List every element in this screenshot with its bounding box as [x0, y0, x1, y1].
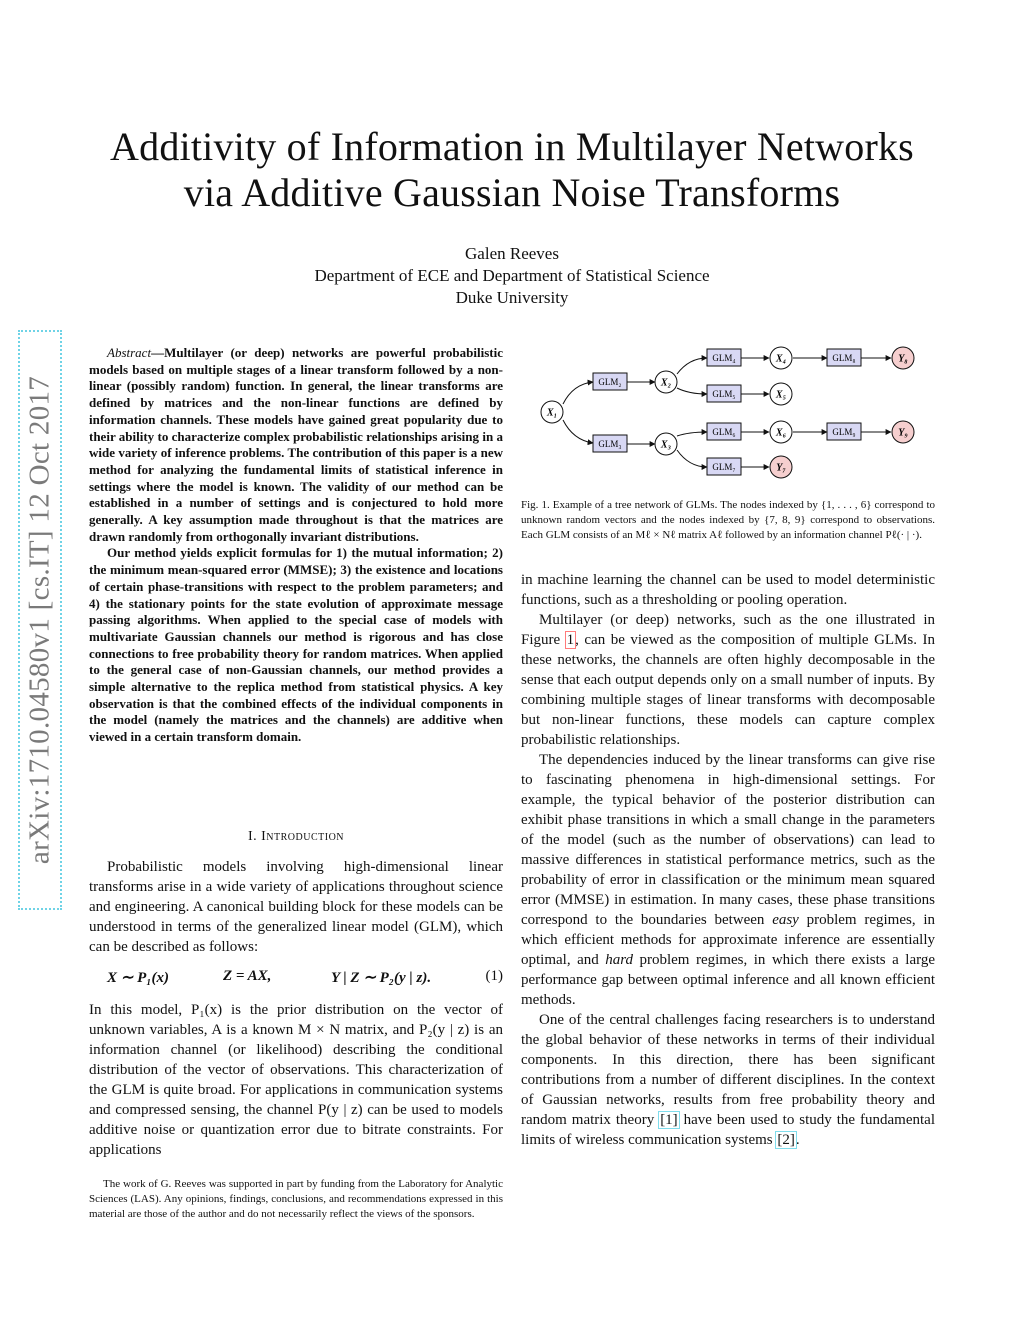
node-glm2	[593, 373, 627, 390]
arxiv-stamp[interactable]	[18, 330, 62, 910]
intro-paragraph-1	[89, 857, 503, 957]
right-p2-b: problem regimes, in which efficient methods for approximate inference are essentially optimal, and	[521, 912, 935, 968]
right-p2-hard: hard	[605, 952, 633, 968]
figure-1-caption	[521, 498, 935, 543]
abstract-paragraph-2: Our method yields explicit formulas for 1) the mutual information; 2) the minimum mean-squared error (MMSE); 3) the existence and locations of certain phase-transitions with respect to the problem parameters; and 4) the stationary points for the state evolution of approximate message passing algorithms. When applied to the special case of models with multivariate Gaussian channels our method is rigorous and has close connections to free probability theory for random matrices. When applied to the general case of non-Gaussian channels, our method provides a simple alternative to the replica method from statistical physics. A key observation is that the combined effects of the individual components in the model (namely the matrices and the channels) are additive when viewed in a certain transform domain.	[89, 545, 503, 745]
node-glm5-label: GLM₅	[712, 389, 736, 399]
node-x6-label: X₆	[775, 427, 787, 439]
node-y9	[892, 421, 914, 443]
node-glm8	[827, 349, 861, 366]
diagram-nodes	[541, 347, 914, 478]
edge-x3-glm6	[677, 432, 707, 436]
figure-1	[521, 340, 935, 490]
right-paragraph-3	[521, 1010, 935, 1150]
node-glm7	[707, 458, 741, 475]
title-line-1: Additivity of Information in Multilayer Networks	[110, 124, 914, 169]
node-x3-label: X₃	[660, 439, 672, 451]
affiliation-line-2: Duke University	[455, 288, 569, 307]
footnote	[89, 1177, 503, 1222]
node-glm4-label: GLM₄	[712, 353, 736, 363]
arxiv-id: arXiv:1710.04580v1 [cs.IT] 12 Oct 2017	[23, 375, 56, 865]
node-y9-label: Y₉	[898, 427, 908, 439]
intro-p1-text: Probabilistic models involving high-dimensional linear transforms arise in a wide variety of applications throughout science and engineering. A canonical building block for these models can be understood in terms of the generalized linear model (GLM), which can be described as follows:	[89, 859, 503, 955]
abstract-dash: —	[151, 345, 165, 360]
abstract-p1: Multilayer (or deep) networks are powerful probabilistic models based on multiple stages of a linear transform followed by a non-linear (possibly random) function. In general, the linear transforms are defined by matrices and the non-linear functions are defined by information channels. These models have gained great popularity due to their ability to characterize complex probabilistic relationships arising in a wide variety of inference problems. The contribution of this paper is a new method for analyzing the fundamental limits of statistical inference in settings where the model is known. The validity of our method can be established in a number of settings and is conjectured to hold more generally. A key assumption made throughout is that the matrices are drawn randomly from orthogonally invariant distributions.	[89, 345, 503, 544]
equation-number: (1)	[485, 968, 503, 984]
node-y7-label: Y₇	[776, 462, 786, 474]
footnote-text: The work of G. Reeves was supported in part by funding from the Laboratory for Analytic Sciences (LAS). Any opinions, findings, conclusions, and recommendations expressed in this material are those of the author and do not necessarily reflect the views of the sponsors.	[89, 1178, 503, 1220]
node-glm5	[707, 385, 741, 402]
node-x1-label: X₁	[546, 407, 558, 419]
node-glm2-label: GLM₂	[598, 377, 622, 387]
node-x5	[770, 383, 792, 405]
edge-x3-glm7	[677, 450, 707, 467]
right-p3-a: One of the central challenges facing researchers is to understand the global behavior of these networks in terms of their individual components. In this direction, there has been significant contributions from a number of different disciplines. In the context of Gaussian networks, results from free probability theory and random matrix theory	[521, 1012, 935, 1128]
node-x1	[541, 401, 563, 423]
node-glm9	[827, 423, 861, 440]
right-paragraph-0: in machine learning the channel can be used to model deterministic functions, such as a thresholding or pooling operation.	[521, 572, 935, 608]
node-glm8-label: GLM₈	[832, 353, 856, 363]
right-p2-easy: easy	[772, 912, 799, 928]
edge-x2-glm5	[677, 388, 707, 394]
affiliation-line-1: Department of ECE and Department of Statistical Science	[314, 266, 710, 285]
right-p1-b: , can be viewed as the composition of multiple GLMs. In these networks, the channels are often highly decomposable in the sense that each output depends only on a small number of inputs. By combining multiple stages of linear transforms with decomposable but non-linear functions, these models can capture complex probabilistic relationships.	[521, 632, 935, 748]
node-glm4	[707, 349, 741, 366]
intro-paragraph-2	[89, 1000, 503, 1160]
node-x2-label: X₂	[660, 377, 672, 389]
paper-title	[0, 124, 1024, 216]
node-glm3-label: GLM₃	[598, 439, 622, 449]
edge-x1-glm3	[563, 420, 593, 443]
citation-link-2[interactable]: [2]	[777, 1132, 795, 1148]
abstract	[89, 345, 503, 746]
node-x5-label: X₅	[775, 389, 787, 401]
node-glm9-label: GLM₉	[832, 427, 856, 437]
node-x4-label: X₄	[775, 353, 787, 365]
right-p3-c: .	[795, 1132, 800, 1148]
node-x2	[655, 371, 677, 393]
equation-1	[89, 968, 503, 990]
node-glm3	[593, 435, 627, 452]
right-p3-b: have been used to study the fundamental limits of wireless communication systems	[521, 1112, 935, 1148]
caption-text: Fig. 1. Example of a tree network of GLMs. The nodes indexed by {1, . . . , 6} correspond to unknown random vectors and the nodes indexed by {7, 8, 9} correspond to observations. Each GLM consists of an Mℓ × Nℓ matrix Aℓ followed by an information channel Pℓ(· | ·).	[521, 499, 935, 541]
right-p2-a: The dependencies induced by the linear transforms can give rise to fascinating phenomena in high-dimensional settings. For example, the typical behavior of the posterior distribution can exhibit phase transitions in which a small change in the parameters of the model (such as the number of observations) can lead to massive differences in statistical performance metrics, such as the probability of error in classification or the minimum mean squared error (MMSE) in estimation. In many cases, these phase transitions correspond to the boundaries between	[521, 752, 935, 928]
right-p2-c: problem regimes, in which there exists a large performance gap between optimal inference and all known efficient methods.	[521, 952, 935, 1008]
node-x4	[770, 347, 792, 369]
right-p1-a: Multilayer (or deep) networks, such as the one illustrated in Figure	[521, 612, 935, 648]
right-paragraph-2	[521, 750, 935, 1010]
author-name: Galen Reeves	[465, 244, 559, 263]
equation-prior: X ∼ P₁(x)	[107, 970, 169, 986]
node-x3	[655, 433, 677, 455]
figure-ref-link[interactable]: 1	[566, 632, 575, 648]
node-y8-label: Y₈	[898, 353, 908, 365]
node-glm7-label: GLM₇	[712, 462, 736, 472]
citation-link-1[interactable]: [1]	[660, 1112, 678, 1128]
equation-channel: Y | Z ∼ P₂(y | z).	[331, 970, 432, 986]
node-y8	[892, 347, 914, 369]
glm-tree-diagram	[521, 340, 935, 490]
edge-x2-glm4	[677, 358, 707, 374]
node-x6	[770, 421, 792, 443]
author-block	[0, 243, 1024, 309]
right-paragraph-1	[521, 610, 935, 750]
node-glm6-label: GLM₆	[712, 427, 736, 437]
node-glm6	[707, 423, 741, 440]
section-heading-introduction: I. Introduction	[247, 829, 345, 844]
abstract-lead: Abstract	[107, 345, 152, 360]
node-y7	[770, 456, 792, 478]
intro-p2-text: In this model, P₁(x) is the prior distribution on the vector of unknown variables, A is a known M × N matrix, and P₂(y | z) is an information channel (or likelihood) describing the conditional distribution of the vector of observations. This characterization of the GLM is quite broad. For applications in communication systems and compressed sensing, the channel P(y | z) can be used to models additive noise or quantization error due to bitrate constraints. For applications	[89, 1002, 503, 1158]
edge-x1-glm2	[563, 382, 593, 404]
equation-linear: Z = AX,	[223, 968, 272, 984]
abstract-paragraph-1	[89, 345, 503, 545]
right-column-body	[521, 570, 935, 1150]
title-line-2: via Additive Gaussian Noise Transforms	[183, 170, 841, 215]
